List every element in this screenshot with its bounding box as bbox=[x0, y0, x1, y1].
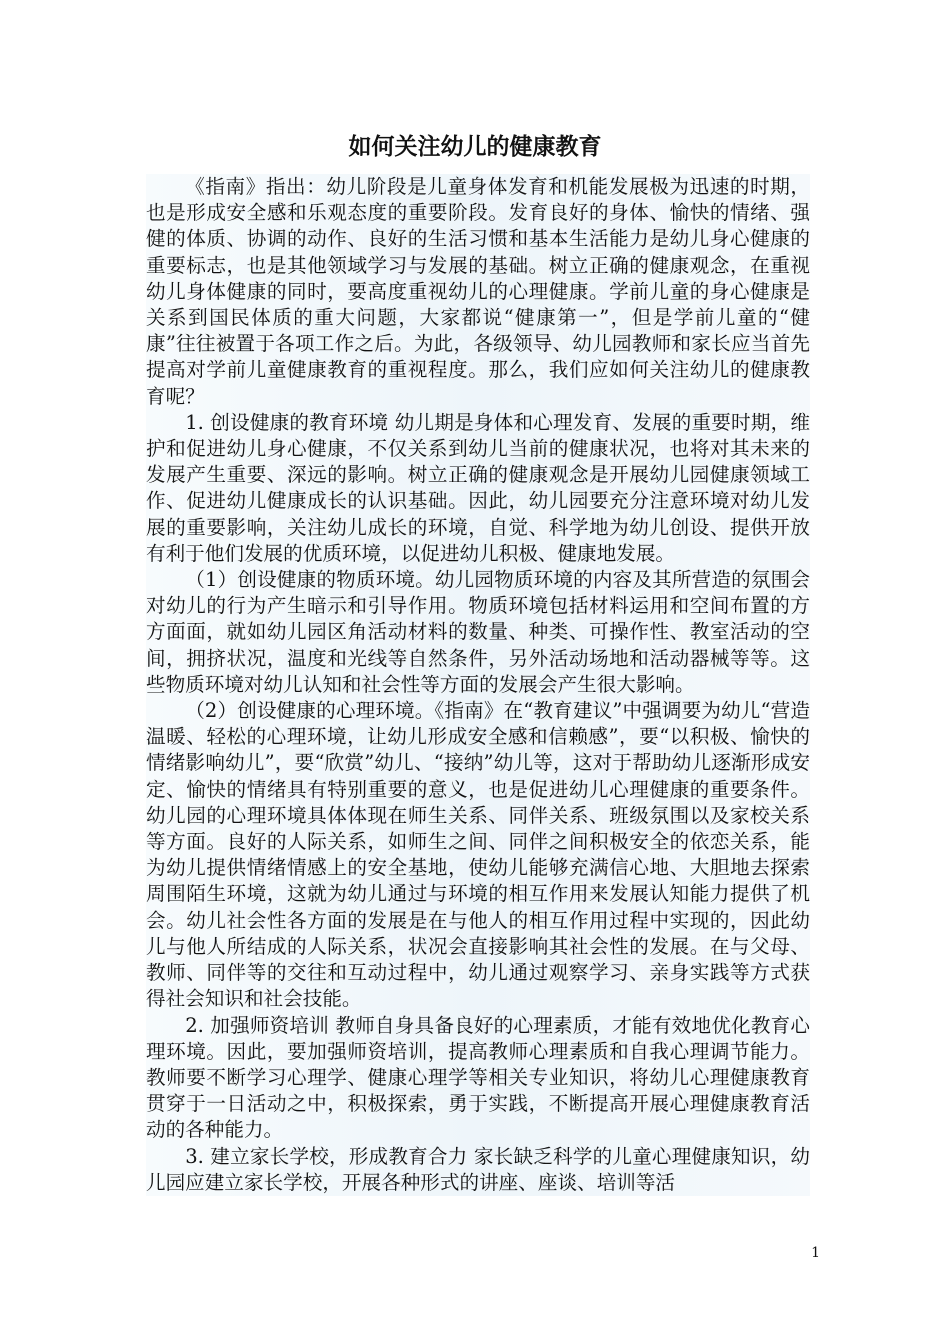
paragraph-section-1: 1. 创设健康的教育环境 幼儿期是身体和心理发育、发展的重要时期，维护和促进幼儿身心健康，不仅关系到幼儿当前的健康状况，也将对其未来的发展产生重要、深远的影响。树立正确的健康观念是开展幼儿园健康领域工作、促进幼儿健康成长的认识基础。因此，幼儿园要充分注意环境对幼儿发展的重要影响，关注幼儿成长的环境，自觉、科学地为幼儿创设、提供开放有利于他们发展的优质环境，以促进幼儿积极、健康地发展。 bbox=[146, 410, 810, 567]
paragraph-section-1-2: （2）创设健康的心理环境。《指南》在“教育建议”中强调要为幼儿“营造温暖、轻松的心理环境，让幼儿形成安全感和信赖感”，要“以积极、愉快的情绪影响幼儿”，要“欣赏”幼儿、“接纳”幼儿等，这对于帮助幼儿逐渐形成安定、愉快的情绪具有特别重要的意义，也是促进幼儿心理健康的重要条件。幼儿园的心理环境具体体现在师生关系、同伴关系、班级氛围以及家校关系等方面。良好的人际关系，如师生之间、同伴之间积极安全的依恋关系，能为幼儿提供情绪情感上的安全基地，使幼儿能够充满信心地、大胆地去探索周围陌生环境，这就为幼儿通过与环境的相互作用来发展认知能力提供了机会。幼儿社会性各方面的发展是在与他人的相互作用过程中实现的，因此幼儿与他人所结成的人际关系，状况会直接影响其社会性的发展。在与父母、教师、同伴等的交往和互动过程中，幼儿通过观察学习、亲身实践等方式获得社会知识和社会技能。 bbox=[146, 698, 810, 1012]
paragraph-section-2: 2. 加强师资培训 教师自身具备良好的心理素质，才能有效地优化教育心理环境。因此，要加强师资培训，提高教师心理素质和自我心理调节能力。教师要不断学习心理学、健康心理学等相关专业知识，将幼儿心理健康教育贯穿于一日活动之中，积极探索，勇于实践，不断提高开展心理健康教育活动的各种能力。 bbox=[146, 1013, 810, 1144]
document-body bbox=[146, 174, 810, 1196]
document-title: 如何关注幼儿的健康教育 bbox=[348, 134, 602, 160]
page-number: 1 bbox=[811, 1245, 820, 1261]
paragraph-intro: 《指南》指出：幼儿阶段是儿童身体发育和机能发展极为迅速的时期，也是形成安全感和乐观态度的重要阶段。发育良好的身体、愉快的情绪、强健的体质、协调的动作、良好的生活习惯和基本生活能力是幼儿身心健康的重要标志，也是其他领域学习与发展的基础。树立正确的健康观念，在重视幼儿身体健康的同时，要高度重视幼儿的心理健康。学前儿童的身心健康是关系到国民体质的重大问题，大家都说“健康第一”，但是学前儿童的“健康”往往被置于各项工作之后。为此，各级领导、幼儿园教师和家长应当首先提高对学前儿童健康教育的重视程度。那么，我们应如何关注幼儿的健康教育呢？ bbox=[146, 174, 810, 410]
paragraph-section-3: 3. 建立家长学校，形成教育合力 家长缺乏科学的儿童心理健康知识，幼儿园应建立家长学校，开展各种形式的讲座、座谈、培训等活 bbox=[146, 1144, 810, 1196]
paragraph-section-1-1: （1）创设健康的物质环境。幼儿园物质环境的内容及其所营造的氛围会对幼儿的行为产生暗示和引导作用。物质环境包括材料运用和空间布置的方方面面，就如幼儿园区角活动材料的数量、种类、可操作性、教室活动的空间，拥挤状况，温度和光线等自然条件，另外活动场地和活动器械等等。这些物质环境对幼儿认知和社会性等方面的发展会产生很大影响。 bbox=[146, 567, 810, 698]
